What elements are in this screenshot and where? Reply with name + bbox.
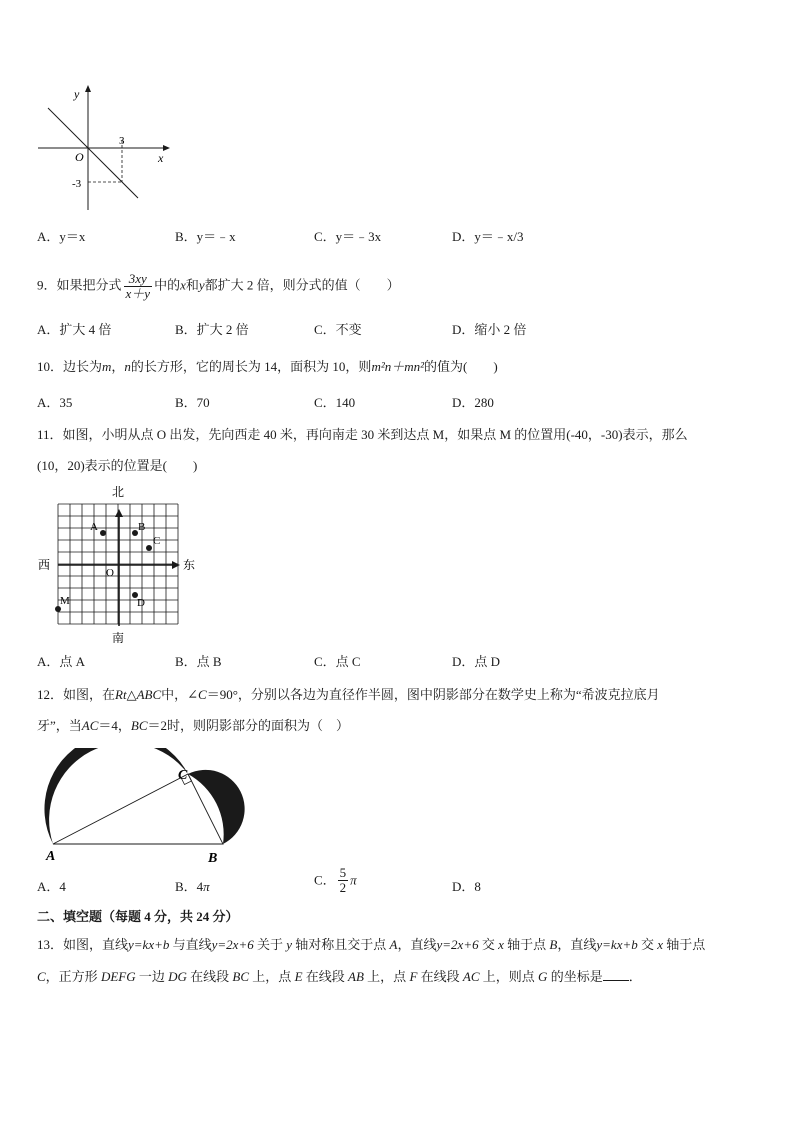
- q10-text-before: 10．边长为: [37, 359, 103, 374]
- q13-text-run: 上，点: [249, 969, 295, 984]
- x-axis-arrow-icon: [163, 145, 170, 151]
- q13-math-term: AC: [462, 969, 480, 984]
- y-tick-label: -3: [72, 178, 82, 190]
- q13-math-term: DG: [168, 969, 187, 984]
- q12-option-a[interactable]: A．4: [37, 879, 66, 894]
- lune-left: [44, 748, 188, 844]
- q10-sep: ，: [111, 359, 125, 374]
- q9-option-b[interactable]: B．扩大 2 倍: [175, 322, 249, 337]
- y-axis-label: y: [74, 87, 80, 101]
- q12-rt-triangle: Rt△ABC: [115, 687, 162, 702]
- q11-option-d[interactable]: D．点 D: [452, 654, 501, 669]
- q9-fraction: [124, 272, 153, 301]
- q13-text-run: 一边: [135, 969, 169, 984]
- lune-right: [188, 770, 245, 844]
- origin-label: O: [75, 150, 84, 164]
- q11-stem-line2: (10，20)表示的位置是( ): [37, 458, 198, 473]
- graph-line: [48, 108, 138, 198]
- q13-text-run: ，直线: [397, 937, 437, 952]
- q13-answer-blank[interactable]: [603, 968, 629, 981]
- q13-text-run: 在线段: [302, 969, 349, 984]
- vertex-c-label: C: [178, 768, 188, 783]
- q13-text-run: 轴于点: [503, 937, 550, 952]
- west-label: 西: [38, 558, 51, 572]
- q12-stem-line1: [37, 685, 660, 705]
- q13-math-term: x: [498, 937, 504, 952]
- point-c-label: C: [153, 535, 161, 547]
- q13-math-term: BC: [232, 969, 250, 984]
- q11-option-c[interactable]: C．点 C: [314, 654, 361, 669]
- q10-option-a[interactable]: A．35: [37, 395, 73, 410]
- q9-fraction-denominator: x＋y: [125, 286, 151, 301]
- q12-option-c-numerator: 5: [339, 865, 347, 880]
- q13-math-term: F: [409, 969, 418, 984]
- q12-option-d[interactable]: D．8: [452, 879, 481, 894]
- grid-origin-label: O: [106, 567, 114, 579]
- q13-math-term: C: [37, 969, 46, 984]
- q10-var-n: n: [124, 359, 131, 374]
- q13-math-term: y=2x+6: [436, 937, 479, 952]
- q11-grid-figure: [36, 482, 202, 648]
- south-label: 南: [112, 631, 125, 645]
- q9-text-before: 9．如果把分式: [37, 277, 122, 293]
- q13-text-run: 与直线: [169, 937, 212, 952]
- q9-stem: [37, 272, 400, 301]
- q12-text-2b: ＝4，: [98, 718, 131, 733]
- q9-option-d[interactable]: D．缩小 2 倍: [452, 322, 527, 337]
- point-c: [146, 545, 152, 551]
- q13-math-term: y=kx+b: [596, 937, 638, 952]
- q10-option-b[interactable]: B．70: [175, 395, 210, 410]
- q13-math-term: E: [294, 969, 303, 984]
- q13-math-term: y: [286, 937, 293, 952]
- q13-text-run: 轴于点: [663, 937, 706, 952]
- q13-stem-line2: [37, 967, 642, 987]
- q12-option-c[interactable]: [314, 866, 357, 895]
- q13-text-run: ，正方形: [45, 969, 101, 984]
- q9-option-c[interactable]: C．不变: [314, 322, 362, 337]
- north-arrow-icon: [115, 509, 123, 517]
- q13-math-term: y=2x+6: [211, 937, 254, 952]
- x-tick-label: 3: [119, 135, 125, 147]
- q12-option-b[interactable]: [175, 877, 210, 897]
- q13-text-run: 上，则点: [479, 969, 539, 984]
- q10-text-after: 的值为( ): [424, 359, 498, 374]
- q12-ac: AC: [81, 718, 99, 733]
- q9-text-after: 都扩大 2 倍，则分式的值（ ）: [204, 277, 400, 293]
- q9-var-y: y: [198, 277, 205, 293]
- q12-stem-line2: [37, 716, 349, 736]
- q8-option-a[interactable]: A．y＝x: [37, 229, 86, 244]
- q12-bc: BC: [130, 718, 148, 733]
- q13-text-run: 13．如图，直线: [37, 937, 129, 952]
- q12-option-c-denominator: 2: [339, 880, 347, 895]
- q11-option-a[interactable]: A．点 A: [37, 654, 86, 669]
- q12-option-c-pi: π: [350, 872, 357, 888]
- q13-text-run: 关于: [253, 937, 287, 952]
- q11-stem-line1: 11．如图，小明从点 O 出发，先向西走 40 米，再向南走 30 米到达点 M，如果点 M 的位置用(-40，-30)表示，那么: [37, 427, 688, 442]
- q10-stem: [37, 357, 498, 377]
- section-2-title: 二、填空题（每题 4 分，共 24 分）: [37, 909, 239, 924]
- q8-option-c[interactable]: C．y＝﹣3x: [314, 229, 382, 244]
- q12-text-1a: 12．如图，在: [37, 687, 116, 702]
- q12-angle-var: C: [198, 687, 207, 702]
- q12-option-c-prefix: C．: [314, 872, 336, 888]
- q12-lune-figure: [40, 748, 246, 866]
- q13-math-term: AB: [348, 969, 364, 984]
- q10-var-m: m: [102, 359, 112, 374]
- q12-text-1c: ＝90°，分别以各边为直径作半圆，图中阴影部分在数学史上称为“希波克拉底月: [206, 687, 660, 702]
- q9-option-a[interactable]: A．扩大 4 倍: [37, 322, 112, 337]
- q12-option-b-pi: π: [203, 879, 210, 894]
- east-arrow-icon: [172, 561, 180, 569]
- q13-text-run: 交: [637, 937, 658, 952]
- q13-text-run: 轴对称且交于点: [292, 937, 390, 952]
- point-a-label: A: [90, 521, 98, 533]
- vertex-b-label: B: [208, 851, 218, 866]
- q12-text-1b: 中，∠: [161, 687, 199, 702]
- y-axis-arrow-icon: [85, 85, 91, 92]
- q10-text-mid: 的长方形，它的周长为 14，面积为 10，则: [130, 359, 372, 374]
- q13-math-term: A: [389, 937, 398, 952]
- q13-text-run: 上，点: [363, 969, 410, 984]
- q13-math-term: x: [657, 937, 664, 952]
- q13-text-run: 的坐标是: [547, 969, 603, 984]
- q10-option-c[interactable]: C．140: [314, 395, 356, 410]
- q13-text-run: 在线段: [417, 969, 463, 984]
- q12-option-b-prefix: B．4: [175, 879, 204, 894]
- q13-math-term: G: [538, 969, 548, 984]
- vertex-a-label: A: [46, 849, 56, 864]
- q9-fraction-numerator: 3xy: [124, 272, 153, 287]
- q9-text-mid1: 中的: [154, 277, 181, 293]
- q8-graph: [36, 82, 176, 214]
- q13-text-run: 在线段: [186, 969, 233, 984]
- q13-text-run: ，直线: [557, 937, 597, 952]
- q12-text-2c: ＝2时，则阴影部分的面积为（ ）: [147, 718, 350, 733]
- q13-text-run: 交: [478, 937, 499, 952]
- q13-end: ．: [628, 969, 642, 984]
- q11-option-b[interactable]: B．点 B: [175, 654, 222, 669]
- q13-math-term: DEFG: [100, 969, 136, 984]
- point-d-label: D: [137, 597, 145, 609]
- q12-text-2a: 牙”，当: [37, 718, 82, 733]
- q8-option-b[interactable]: B．y＝﹣x: [175, 229, 236, 244]
- north-label: 北: [112, 485, 125, 499]
- x-axis-label: x: [158, 151, 164, 165]
- q9-text-mid2: 和: [185, 277, 199, 293]
- q8-option-d[interactable]: D．y＝﹣x/3: [452, 229, 524, 244]
- q13-math-term: B: [549, 937, 558, 952]
- q10-expression: m²n＋mn²: [371, 359, 425, 374]
- point-a: [100, 530, 106, 536]
- q13-math-term: y=kx+b: [128, 937, 170, 952]
- q10-option-d[interactable]: D．280: [452, 395, 494, 410]
- point-m-label: M: [60, 595, 70, 607]
- point-b-label: B: [138, 521, 146, 533]
- q12-option-c-fraction: [338, 866, 349, 895]
- east-label: 东: [183, 558, 196, 572]
- q9-var-x: x: [180, 277, 186, 293]
- triangle-abc: [53, 774, 223, 844]
- q13-stem-line1: [37, 935, 705, 955]
- grid-lines: [58, 504, 178, 624]
